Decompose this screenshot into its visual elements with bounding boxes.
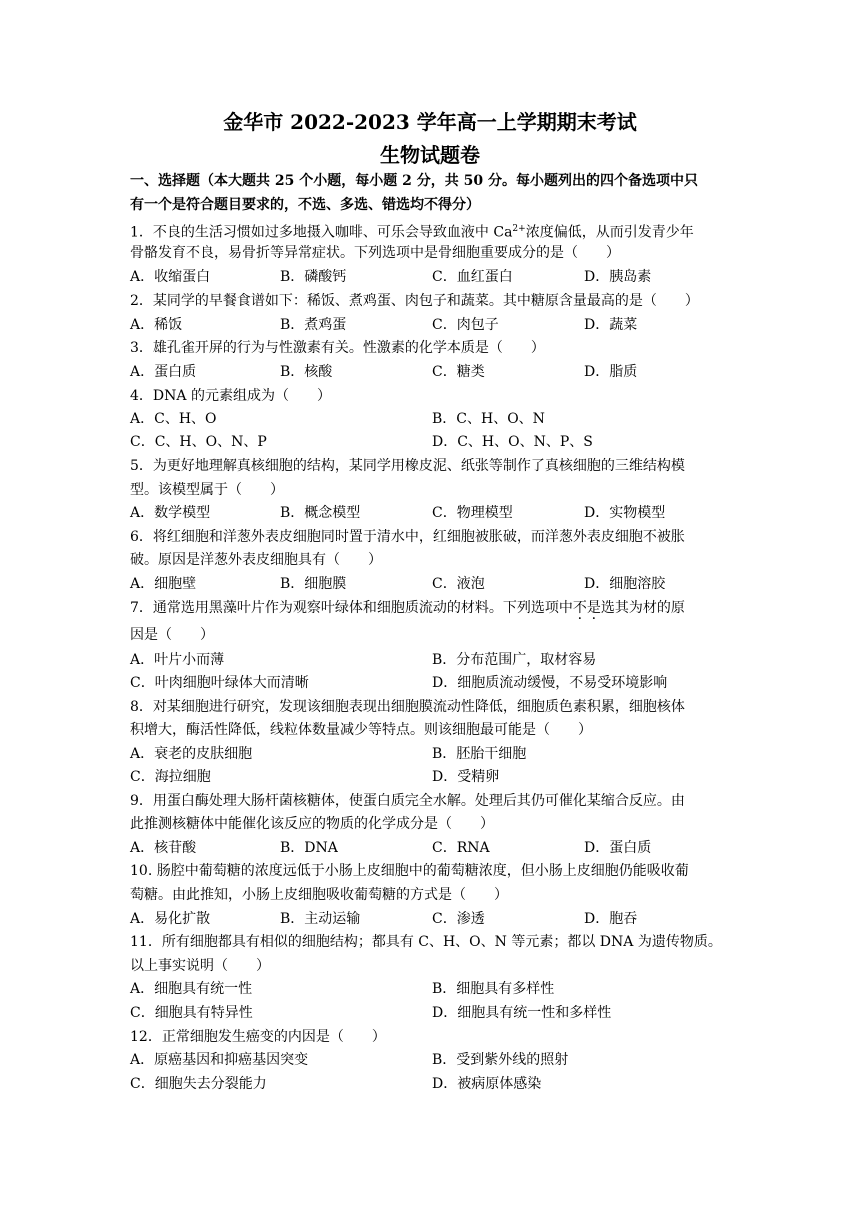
q12-option-b: B．受到紫外线的照射 [432, 1052, 569, 1068]
q7-emphasis-shi: 是 [586, 600, 601, 616]
q4-stem-line1: 4．DNA 的元素组成为（ ） [130, 388, 331, 404]
q10-option-d: D．胞吞 [584, 911, 638, 927]
q1-option-d: D．胰岛素 [584, 269, 652, 285]
q8-option-b: B．胚胎干细胞 [432, 746, 527, 762]
q6-option-b: B．细胞膜 [280, 576, 347, 592]
q1-stem-line1: 1．不良的生活习惯如过多地摄入咖啡、可乐会导致血液中 $Ca^{2+}$浓度偏低，从而引发青少年 [130, 224, 694, 241]
q1-option-a: A．收缩蛋白 [130, 269, 211, 285]
q2-option-c: C．肉包子 [432, 317, 499, 333]
q5-option-c: C．物理模型 [432, 505, 513, 521]
exam-title: 金华市 2022-2023 学年高一上学期期末考试 [223, 110, 637, 134]
q6-option-c: C．液泡 [432, 576, 485, 592]
q11-stem-line2: 以上事实说明（ ） [130, 958, 270, 974]
q7-option-d: D．细胞质流动缓慢，不易受环境影响 [432, 675, 668, 691]
q7-stem-line2: 因是（ ） [130, 627, 214, 643]
q7-option-c: C．叶肉细胞叶绿体大而清晰 [130, 675, 309, 691]
q9-option-a: A．核苷酸 [130, 840, 197, 856]
q9-option-c: C．RNA [432, 840, 490, 856]
q8-option-d: D．受精卵 [432, 769, 500, 785]
q12-option-d: D．被病原体感染 [432, 1076, 542, 1092]
q9-option-b: B．DNA [280, 840, 338, 856]
q7-option-a: A．叶片小而薄 [130, 652, 225, 668]
q8-stem-line2: 积增大，酶活性降低，线粒体数量减少等特点。则该细胞最可能是（ ） [130, 722, 592, 738]
q9-option-d: D．蛋白质 [584, 840, 652, 856]
q12-option-a: A．原癌基因和抑癌基因突变 [130, 1052, 309, 1068]
q12-option-c: C．细胞失去分裂能力 [130, 1076, 267, 1092]
section-heading-line2: 有一个是符合题目要求的，不选、多选、错选均不得分） [130, 197, 480, 213]
q5-stem-line2: 型。该模型属于（ ） [130, 482, 284, 498]
q3-option-d: D．脂质 [584, 364, 638, 380]
q2-stem-line1: 2．某同学的早餐食谱如下：稀饭、煮鸡蛋、肉包子和蔬菜。其中糖原含量最高的是（ ） [130, 293, 699, 309]
q8-option-c: C．海拉细胞 [130, 769, 211, 785]
q3-option-b: B．核酸 [280, 364, 333, 380]
q1-stem-line2: 骨骼发育不良，易骨折等异常症状。下列选项中是骨细胞重要成分的是（ ） [130, 245, 620, 261]
q11-option-c: C．细胞具有特异性 [130, 1005, 253, 1021]
q11-option-d: D．细胞具有统一性和多样性 [432, 1005, 612, 1021]
q6-option-d: D．细胞溶胶 [584, 576, 666, 592]
q2-option-d: D．蔬菜 [584, 317, 638, 333]
q10-option-c: C．渗透 [432, 911, 485, 927]
q7-option-b: B．分布范围广，取材容易 [432, 652, 597, 668]
q1-option-b: B．磷酸钙 [280, 269, 347, 285]
q2-option-a: A．稀饭 [130, 317, 183, 333]
q5-stem-line1: 5．为更好地理解真核细胞的结构，某同学用橡皮泥、纸张等制作了真核细胞的三维结构模 [130, 458, 685, 474]
section-heading-line1: 一、选择题（本大题共 25 个小题，每小题 2 分，共 50 分。每小题列出的四个备选项中只 [130, 173, 698, 189]
exam-subtitle: 生物试题卷 [380, 143, 480, 167]
q1-option-c: C．血红蛋白 [432, 269, 513, 285]
q3-option-c: C．糖类 [432, 364, 485, 380]
q5-option-d: D．实物模型 [584, 505, 666, 521]
q4-option-b: B．C、H、O、N [432, 411, 545, 427]
q3-stem-line1: 3．雄孔雀开屏的行为与性激素有关。性激素的化学本质是（ ） [130, 340, 545, 356]
q11-option-a: A．细胞具有统一性 [130, 981, 253, 997]
q11-option-b: B．细胞具有多样性 [432, 981, 555, 997]
q12-stem-line1: 12．正常细胞发生癌变的内因是（ ） [130, 1029, 386, 1045]
q11-stem-line1: 11．所有细胞都具有相似的细胞结构；都具有 C、H、O、N 等元素；都以 DNA 为遗传物质。 [130, 934, 722, 950]
q2-option-b: B．煮鸡蛋 [280, 317, 347, 333]
q9-stem-line2: 此推测核糖体中能催化该反应的物质的化学成分是（ ） [130, 816, 494, 832]
q10-option-a: A．易化扩散 [130, 911, 211, 927]
q4-option-a: A．C、H、O [130, 411, 217, 427]
q5-option-b: B．概念模型 [280, 505, 361, 521]
q8-stem-line1: 8．对某细胞进行研究，发现该细胞表现出细胞膜流动性降低，细胞质色素积累，细胞核体 [130, 699, 685, 715]
q7-stem-line1: 7．通常选用黑藻叶片作为观察叶绿体和细胞质流动的材料。下列选项中不是选其为材的原 [130, 600, 685, 616]
q4-option-c: C．C、H、O、N、P [130, 434, 267, 450]
q5-option-a: A．数学模型 [130, 505, 211, 521]
q6-stem-line2: 破。原因是洋葱外表皮细胞具有（ ） [130, 552, 382, 568]
q6-option-a: A．细胞壁 [130, 576, 197, 592]
q6-stem-line1: 6．将红细胞和洋葱外表皮细胞同时置于清水中，红细胞被胀破，而洋葱外表皮细胞不被胀 [130, 529, 685, 545]
q9-stem-line1: 9．用蛋白酶处理大肠杆菌核糖体，使蛋白质完全水解。处理后其仍可催化某缩合反应。由 [130, 793, 685, 809]
q4-option-d: D．C、H、O、N、P、S [432, 434, 593, 450]
q10-option-b: B．主动运输 [280, 911, 361, 927]
q3-option-a: A．蛋白质 [130, 364, 197, 380]
q10-stem-line1: 10. 肠腔中葡萄糖的浓度远低于小肠上皮细胞中的葡萄糖浓度，但小肠上皮细胞仍能吸收葡 [130, 863, 689, 879]
q8-option-a: A．衰老的皮肤细胞 [130, 746, 253, 762]
q10-stem-line2: 萄糖。由此推知，小肠上皮细胞吸收葡萄糖的方式是（ ） [130, 887, 508, 903]
q7-emphasis-bu: 不 [572, 600, 587, 616]
